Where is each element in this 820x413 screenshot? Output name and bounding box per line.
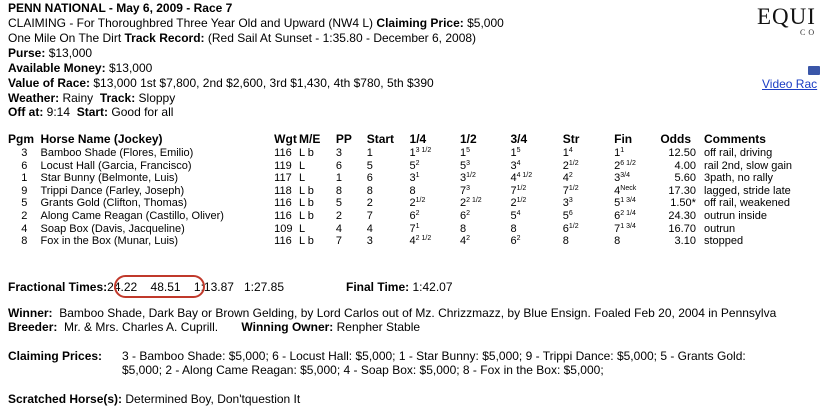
table-row <box>8 223 820 236</box>
cell-half-margin: 2 1/2 <box>466 197 482 205</box>
cell-pgm: 6 <box>21 159 28 172</box>
fraction-3: 1:13.87 <box>193 280 234 294</box>
cell-comment: outrun inside <box>703 209 767 222</box>
cell-stretch: $3^3$ <box>562 197 573 210</box>
claiming-prices-label: Claiming Prices: <box>8 349 103 363</box>
cell-finish-margin: 1 <box>620 147 625 154</box>
table-row <box>8 147 820 160</box>
cell-wgt: 109 <box>274 222 293 235</box>
table-row <box>8 235 820 248</box>
cell-pgm: 8 <box>21 235 28 248</box>
weather-line: Weather: Rainy Track: Sloppy <box>8 91 176 105</box>
available-money-line: Available Money: $13,000 <box>8 61 153 75</box>
col-finish: Fin <box>614 132 633 146</box>
claiming-prices-line-1: 3 - Bamboo Shade: $5,000; 6 - Locust Hall: $5,000; 1 - Star Bunny: $5,000; 9 - Trippi Dance: $5,000; 5 - Grants Gold: <box>122 349 746 363</box>
col-horse: Horse Name (Jockey) <box>40 132 163 146</box>
cell-stretch-margin: 1/2 <box>568 222 579 230</box>
col-me: M/E <box>299 132 321 146</box>
cell-comment: lagged, stride late <box>703 184 791 197</box>
cell-half: $1^5$ <box>459 147 471 159</box>
cell-stretch: 8 <box>562 235 569 248</box>
cell-three-quarter: $3^4$ <box>510 159 521 172</box>
cell-finish: $7^{1 3/4}$ <box>614 222 636 235</box>
cell-three-quarter: $5^4$ <box>510 209 521 222</box>
col-stretch: Str <box>562 132 580 146</box>
cell-comment: outrun <box>703 222 736 235</box>
cell-finish-margin: Neck <box>620 184 637 192</box>
cell-three-quarter: 8 <box>510 222 517 235</box>
cell-finish-margin: 3/4 <box>620 172 630 180</box>
cell-start: 3 <box>366 235 373 248</box>
cell-horse: Fox in the Box (Munar, Luis) <box>40 235 179 248</box>
table-row <box>8 185 820 198</box>
cell-pgm: 1 <box>21 172 28 185</box>
cell-half: $6^2$ <box>459 209 471 222</box>
cell-pp: 7 <box>335 235 342 248</box>
cell-stretch: $7^{1/2}$ <box>562 184 579 197</box>
cell-start: 1 <box>366 147 373 159</box>
cell-quarter: $3^1$ <box>409 172 420 185</box>
cell-pp: 2 <box>335 209 342 222</box>
cell-stretch-margin: 1/2 <box>568 159 579 167</box>
cell-me: L b <box>299 184 314 197</box>
cell-me: L b <box>299 235 314 248</box>
cell-half: $4^2$ <box>459 235 471 248</box>
cell-pp: 1 <box>335 172 342 185</box>
cell-horse: Grants Gold (Clifton, Thomas) <box>40 197 188 210</box>
cell-quarter-margin: 2 <box>415 159 420 167</box>
cell-quarter: $5^2$ <box>409 159 420 172</box>
cell-pgm: 5 <box>21 197 28 210</box>
cell-quarter-margin: 1/2 <box>415 197 426 205</box>
cell-three-quarter: $6^2$ <box>510 235 521 248</box>
col-three-quarter: 3/4 <box>510 132 528 146</box>
race-conditions: CLAIMING - For Thoroughbred Three Year Old and Upward (NW4 L) Claiming Price: $5,000 <box>8 16 504 30</box>
cell-stretch: $1^4$ <box>562 147 573 159</box>
video-replay-link[interactable]: Video Rac <box>762 77 818 91</box>
cell-quarter: $6^2$ <box>409 209 420 222</box>
cell-pgm: 4 <box>21 222 28 235</box>
col-odds: Odds <box>660 132 691 146</box>
cell-wgt: 116 <box>274 209 292 222</box>
cell-horse: Soap Box (Davis, Jacqueline) <box>40 222 185 235</box>
col-start: Start <box>366 132 395 146</box>
cell-three-quarter-margin: 5 <box>516 147 521 154</box>
table-row <box>8 210 820 223</box>
col-wgt: Wgt <box>274 132 297 146</box>
cell-pgm: 2 <box>21 209 28 222</box>
fractional-times: Fractional Times:24.22 48.51 1:13.87 1:27.85 <box>8 280 284 294</box>
off-line: Off at: 9:14 Start: Good for all <box>8 105 174 119</box>
cell-stretch-margin: 3 <box>568 197 573 205</box>
cell-three-quarter-margin: 1/2 <box>516 197 527 205</box>
cell-comment: stopped <box>703 235 744 248</box>
col-comments: Comments <box>703 132 766 146</box>
cell-odds: 24.30 <box>668 209 696 222</box>
table-row <box>8 172 820 185</box>
cell-finish: $4^{Neck}$ <box>614 184 637 197</box>
cell-finish-margin: 1 3/4 <box>620 197 636 205</box>
cell-me: L <box>299 172 306 185</box>
cell-finish: $2^{6 1/2}$ <box>614 159 636 172</box>
cell-stretch: $2^{1/2}$ <box>562 159 579 172</box>
cell-wgt: 117 <box>274 172 292 185</box>
cell-quarter-margin: 3 1/2 <box>415 147 432 154</box>
cell-finish: $5^{1 3/4}$ <box>614 197 636 210</box>
cell-pp: 5 <box>335 197 342 210</box>
value-line: Value of Race: $13,000 1st $7,800, 2nd $2,600, 3rd $1,430, 4th $780, 5th $390 <box>8 76 434 90</box>
cell-half: 8 <box>459 222 467 235</box>
purse-line: Purse: $13,000 <box>8 46 93 60</box>
col-pp: PP <box>335 132 352 146</box>
cell-horse: Bamboo Shade (Flores, Emilio) <box>40 147 194 159</box>
cell-finish-margin: 6 1/2 <box>620 159 636 167</box>
claiming-prices-line-2: $5,000; 2 - Along Came Reagan: $5,000; 4 - Soap Box: $5,000; 8 - Fox in the Box: $5,000; <box>122 363 604 377</box>
logo-subtext: CO <box>800 28 818 37</box>
cell-odds: 3.10 <box>674 235 696 248</box>
cell-half-margin: 5 <box>466 147 471 154</box>
cell-finish-margin: 1 3/4 <box>620 222 636 230</box>
cell-three-quarter-margin: 4 <box>516 159 521 167</box>
cell-start: 8 <box>366 184 373 197</box>
cell-three-quarter-margin: 1/2 <box>516 184 527 192</box>
cell-three-quarter: $2^{1/2}$ <box>510 197 527 210</box>
cell-stretch-margin: 2 <box>568 172 573 180</box>
cell-pp: 6 <box>335 159 342 172</box>
cell-start: 7 <box>366 209 373 222</box>
fraction-4: 1:27.85 <box>243 280 284 294</box>
cell-finish: $6^{2 1/4}$ <box>614 209 636 222</box>
cell-half: $7^3$ <box>459 184 471 197</box>
cell-quarter: $1^{3 1/2}$ <box>409 147 432 159</box>
cell-odds: 12.50 <box>668 147 696 159</box>
cell-start: 2 <box>366 197 373 210</box>
cell-finish-margin: 2 1/4 <box>620 209 636 217</box>
cell-stretch: $6^{1/2}$ <box>562 222 579 235</box>
cell-stretch: $5^6$ <box>562 209 573 222</box>
cell-comment: off rail, weakened <box>703 197 790 210</box>
cell-three-quarter-margin: 2 <box>516 235 521 243</box>
cell-odds: 5.60 <box>674 172 696 185</box>
cell-pp: 3 <box>335 147 342 159</box>
cell-me: L <box>299 222 306 235</box>
cell-half: $3^{1/2}$ <box>459 172 476 185</box>
table-row <box>8 160 820 173</box>
cell-finish: $1^1$ <box>614 147 625 159</box>
cell-three-quarter: $7^{1/2}$ <box>510 184 527 197</box>
cell-me: L b <box>299 147 314 159</box>
cell-half-margin: 2 <box>466 235 471 243</box>
cell-wgt: 118 <box>274 184 292 197</box>
race-title: PENN NATIONAL - May 6, 2009 - Race 7 <box>8 1 233 15</box>
cell-wgt: 116 <box>274 147 292 159</box>
cell-quarter: $2^{1/2}$ <box>409 197 426 210</box>
cell-me: L b <box>299 197 314 210</box>
cell-comment: off rail, driving <box>703 147 773 159</box>
cell-me: L b <box>299 209 314 222</box>
breeder-line: Breeder: Mr. & Mrs. Charles A. Cuprill. Winning Owner: Renpher Stable <box>8 320 421 334</box>
cell-half: $2^{2 1/2}$ <box>459 197 482 210</box>
cell-comment: rail 2nd, slow gain <box>703 159 793 172</box>
cell-quarter: $7^1$ <box>409 222 420 235</box>
cell-horse: Trippi Dance (Farley, Joseph) <box>40 184 185 197</box>
cell-me: L <box>299 159 306 172</box>
cell-three-quarter: $4^{4 1/2}$ <box>510 172 533 185</box>
video-camera-icon[interactable] <box>808 66 820 75</box>
cell-quarter-margin: 2 <box>415 209 420 217</box>
results-table <box>8 131 820 248</box>
cell-wgt: 119 <box>274 159 292 172</box>
fraction-1: 24.22 <box>107 280 138 294</box>
col-pgm: Pgm <box>8 132 35 146</box>
cell-half-margin: 1/2 <box>466 172 476 180</box>
cell-horse: Along Came Reagan (Castillo, Oliver) <box>40 209 224 222</box>
cell-stretch-margin: 1/2 <box>568 184 579 192</box>
cell-quarter: 8 <box>409 184 416 197</box>
cell-odds: 16.70 <box>668 222 696 235</box>
cell-horse: Star Bunny (Belmonte, Luis) <box>40 172 179 185</box>
cell-start: 5 <box>366 159 373 172</box>
distance-line: One Mile On The Dirt Track Record: (Red Sail At Sunset - 1:35.80 - December 6, 2008) <box>8 31 477 45</box>
cell-half-margin: 3 <box>466 184 471 192</box>
cell-odds: 4.00 <box>674 159 696 172</box>
cell-three-quarter: $1^5$ <box>510 147 521 159</box>
cell-horse: Locust Hall (Garcia, Francisco) <box>40 159 192 172</box>
final-time: Final Time: 1:42.07 <box>346 280 453 294</box>
cell-half-margin: 2 <box>466 209 471 217</box>
cell-pgm: 3 <box>21 147 28 159</box>
cell-pp: 8 <box>335 184 342 197</box>
cell-pp: 4 <box>335 222 342 235</box>
cell-odds: 1.50* <box>670 197 696 210</box>
cell-quarter-margin: 1 <box>415 222 420 230</box>
fraction-2: 48.51 <box>150 280 181 294</box>
cell-quarter-margin: 1 <box>415 172 420 180</box>
cell-start: 6 <box>366 172 373 185</box>
col-half: 1/2 <box>459 132 477 146</box>
cell-stretch: $4^2$ <box>562 172 573 185</box>
cell-half-margin: 3 <box>466 159 471 167</box>
cell-quarter-margin: 2 1/2 <box>415 235 432 243</box>
cell-stretch-margin: 6 <box>568 209 573 217</box>
cell-quarter: $4^{2 1/2}$ <box>409 235 432 248</box>
cell-comment: 3path, no rally <box>703 172 774 185</box>
col-quarter: 1/4 <box>409 132 427 146</box>
cell-three-quarter-margin: 4 1/2 <box>516 172 533 180</box>
scratched-line: Scratched Horse(s): Determined Boy, Don'tquestion It <box>8 392 301 406</box>
cell-odds: 17.30 <box>668 184 696 197</box>
cell-finish: 8 <box>614 235 621 248</box>
cell-pgm: 9 <box>21 184 28 197</box>
cell-wgt: 116 <box>274 197 292 210</box>
results-header-row <box>8 131 820 147</box>
highlight-circle <box>114 275 205 298</box>
cell-wgt: 116 <box>274 235 292 248</box>
cell-three-quarter-margin: 4 <box>516 209 521 217</box>
cell-start: 4 <box>366 222 373 235</box>
equibase-logo[interactable]: EQUI <box>757 4 816 29</box>
cell-stretch-margin: 4 <box>568 147 573 154</box>
table-row <box>8 197 820 210</box>
cell-half: $5^3$ <box>459 159 471 172</box>
cell-finish: $3^{3/4}$ <box>614 172 630 185</box>
winner-line: Winner: Bamboo Shade, Dark Bay or Brown Gelding, by Lord Carlos out of Mz. Chrizzmazz, by Blue Ensign. Foaled Feb 20, 2004 in Pennsylva <box>8 306 777 320</box>
